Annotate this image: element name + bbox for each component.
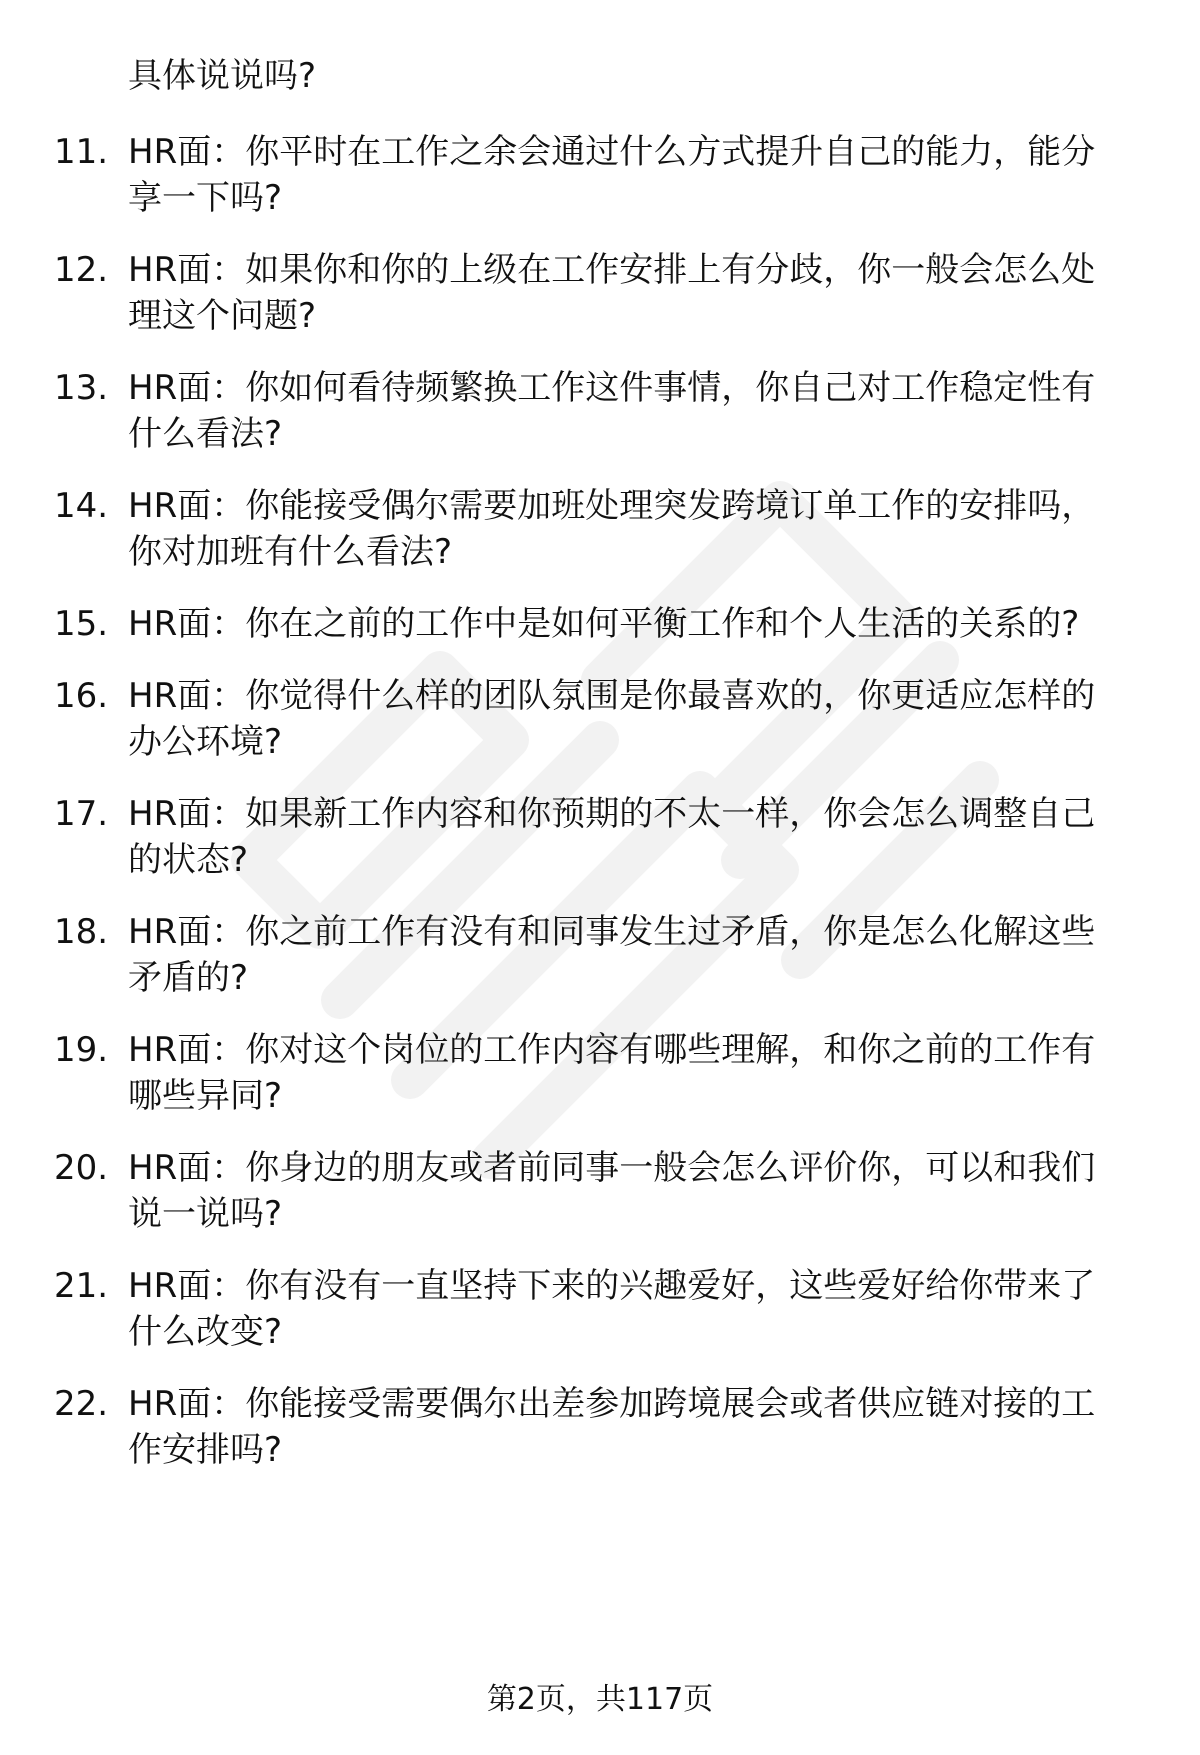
item-text-line2: 矛盾的? bbox=[128, 958, 249, 998]
item-text-line2: 办公环境? bbox=[128, 722, 283, 762]
item-number: 16. bbox=[54, 676, 109, 716]
item-number: 19. bbox=[54, 1030, 109, 1070]
item-number: 17. bbox=[54, 794, 109, 834]
item-text-line1: HR面：你对这个岗位的工作内容有哪些理解，和你之前的工作有 bbox=[128, 1030, 1096, 1070]
item-text-line2: 作安排吗? bbox=[128, 1430, 283, 1470]
item-text-line1: HR面：你之前工作有没有和同事发生过矛盾，你是怎么化解这些 bbox=[128, 912, 1096, 952]
item-text-line1: HR面：如果你和你的上级在工作安排上有分歧，你一般会怎么处 bbox=[128, 250, 1096, 290]
item-number: 21. bbox=[54, 1266, 109, 1306]
item-text-line2: 说一说吗? bbox=[128, 1194, 283, 1234]
item-text-line1: HR面：你能接受偶尔需要加班处理突发跨境订单工作的安排吗， bbox=[128, 486, 1096, 526]
continuation-text: 具体说说吗? bbox=[128, 56, 317, 96]
item-text-line2: 理这个问题? bbox=[128, 296, 317, 336]
item-text-line2: 你对加班有什么看法? bbox=[128, 532, 453, 572]
item-text-line1: HR面：你身边的朋友或者前同事一般会怎么评价你，可以和我们 bbox=[128, 1148, 1096, 1188]
item-number: 13. bbox=[54, 368, 109, 408]
item-number: 11. bbox=[54, 132, 109, 172]
item-text-line2: 的状态? bbox=[128, 840, 249, 880]
page-footer: 第2页，共117页 bbox=[486, 1682, 714, 1717]
item-text-line1: HR面：你有没有一直坚持下来的兴趣爱好，这些爱好给你带来了 bbox=[128, 1266, 1096, 1306]
item-text-line1: HR面：你平时在工作之余会通过什么方式提升自己的能力，能分 bbox=[128, 132, 1096, 172]
item-text-line1: HR面：你能接受需要偶尔出差参加跨境展会或者供应链对接的工 bbox=[128, 1384, 1096, 1424]
item-number: 12. bbox=[54, 250, 109, 290]
item-number: 18. bbox=[54, 912, 109, 952]
item-text-line1: HR面：你觉得什么样的团队氛围是你最喜欢的，你更适应怎样的 bbox=[128, 676, 1096, 716]
item-number: 14. bbox=[54, 486, 109, 526]
item-text-line2: 什么改变? bbox=[128, 1312, 283, 1352]
item-number: 20. bbox=[54, 1148, 109, 1188]
item-text-line1: HR面：你如何看待频繁换工作这件事情，你自己对工作稳定性有 bbox=[128, 368, 1096, 408]
item-number: 15. bbox=[54, 604, 109, 644]
item-number: 22. bbox=[54, 1384, 109, 1424]
item-text-line1: HR面：如果新工作内容和你预期的不太一样，你会怎么调整自己 bbox=[128, 794, 1096, 834]
item-text-line2: 什么看法? bbox=[128, 414, 283, 454]
item-text-line2: 享一下吗? bbox=[128, 178, 283, 218]
item-text-line1: HR面：你在之前的工作中是如何平衡工作和个人生活的关系的? bbox=[128, 604, 1080, 644]
item-text-line2: 哪些异同? bbox=[128, 1076, 283, 1116]
